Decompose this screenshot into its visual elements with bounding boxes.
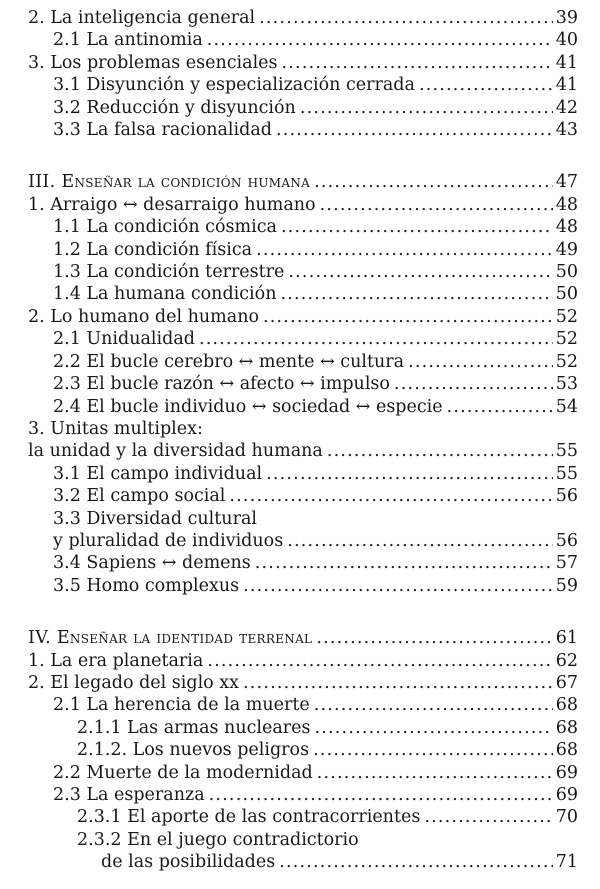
toc-row [28, 672, 578, 694]
dot-leader [259, 7, 553, 29]
toc-entry-label: 1. Arraigo ↔ desarraigo humano [28, 194, 316, 215]
toc-entry-label: 2.1 La herencia de la muerte [53, 695, 310, 716]
toc-entry-label: IV. Enseñar la identidad terrenal [28, 628, 313, 649]
toc-entry-label: 3.1 El campo individual [53, 463, 263, 484]
toc-entry-label: 3.3 La falsa racionalidad [53, 120, 272, 141]
toc-page-number: 56 [555, 530, 578, 551]
toc-entry-label: 2.1.1 Las armas nucleares [77, 717, 311, 738]
toc-page-number: 52 [555, 351, 578, 372]
toc-entry-label: 2.3 La esperanza [53, 785, 205, 805]
dot-leader [317, 762, 553, 784]
toc-row [28, 216, 578, 238]
toc-page-number: 61 [555, 628, 578, 649]
dot-leader [419, 74, 553, 96]
dot-leader [255, 552, 553, 574]
dot-leader [276, 119, 553, 141]
dot-leader [288, 261, 552, 283]
toc-page-number: 69 [555, 762, 578, 783]
toc-row [28, 508, 578, 530]
toc-entry-label: 3.4 Sapiens ↔ demens [53, 553, 251, 574]
toc-page-number: 41 [555, 52, 578, 73]
toc-entry-label: 2.1 Unidualidad [53, 329, 195, 350]
dot-leader [256, 239, 553, 261]
toc-page-number: 68 [555, 740, 578, 761]
toc-entry-label: 3.3 Diversidad cultural [53, 508, 257, 529]
dot-leader [279, 851, 553, 873]
toc-entry-label: 2. El legado del siglo xx [28, 672, 240, 693]
dot-leader [314, 171, 553, 193]
toc-row [28, 306, 578, 328]
toc-row [28, 74, 578, 96]
toc-entry-label: III. Enseñar la condición humana [28, 172, 311, 193]
dot-leader [209, 784, 553, 806]
toc-row [28, 396, 578, 418]
dot-leader [408, 351, 553, 373]
dot-leader [207, 29, 553, 51]
toc-entry-label: 2. Lo humano del humano [28, 306, 260, 327]
toc-row [28, 440, 578, 462]
toc-page-number: 50 [555, 262, 578, 283]
toc-section-heading-row [28, 627, 578, 649]
toc-page-number: 49 [555, 239, 578, 260]
toc-entry-label: 2.3 El bucle razón ↔ afecto ↔ impulso [53, 374, 390, 395]
toc-row [28, 530, 578, 552]
toc-page-number: 67 [555, 672, 578, 693]
toc-section-heading-row [28, 171, 578, 193]
toc-entry-label: 3.2 El campo social [53, 486, 226, 507]
dot-leader [280, 283, 552, 305]
toc-row [28, 29, 578, 51]
toc-page-number: 68 [555, 695, 578, 716]
toc-page-number: 55 [555, 463, 578, 484]
toc-row [28, 261, 578, 283]
toc-page-number: 62 [555, 650, 578, 671]
toc-page-number: 48 [555, 194, 578, 215]
toc-entry-label: 1.2 La condición física [53, 239, 253, 260]
toc-entry-label: y pluralidad de individuos [53, 530, 284, 551]
toc-entry-label: 2.1 La antinomia [53, 30, 203, 51]
dot-leader [263, 306, 553, 328]
toc-entry-label: 2.2 Muerte de la modernidad [53, 762, 313, 783]
toc-page-number: 52 [555, 306, 578, 327]
toc-entry-label: 2. La inteligencia general [28, 8, 256, 28]
dot-leader [266, 463, 553, 485]
toc-entry-label: la unidad y la diversidad humana [28, 441, 323, 462]
toc-row [28, 739, 578, 761]
toc-row [28, 373, 578, 395]
toc-entry-label: 3. Los problemas esenciales [28, 52, 278, 73]
toc-page-number: 41 [555, 75, 578, 96]
toc-page-number: 43 [555, 120, 578, 141]
toc-row [28, 52, 578, 74]
toc-row [28, 552, 578, 574]
toc-row [28, 485, 578, 507]
toc-row [28, 418, 578, 440]
dot-leader [199, 328, 553, 350]
toc-page-number: 47 [555, 172, 578, 193]
toc-row [28, 784, 578, 806]
toc-page-number: 68 [555, 717, 578, 738]
toc-page-number: 42 [555, 97, 578, 118]
toc-page-number: 39 [555, 8, 578, 28]
toc-entry-label: 2.2 El bucle cerebro ↔ mente ↔ cultura [53, 351, 405, 372]
toc-page-number: 53 [555, 374, 578, 395]
toc-page-number: 59 [555, 575, 578, 596]
dot-leader [424, 806, 552, 828]
toc-row [28, 694, 578, 716]
toc-entry-label: 1.4 La humana condición [53, 284, 277, 305]
toc-page-number: 57 [555, 553, 578, 574]
toc-page-number: 50 [555, 284, 578, 305]
dot-leader [229, 485, 552, 507]
toc-entry-label: 2.1.2. Los nuevos peligros [77, 740, 310, 761]
dot-leader [287, 530, 553, 552]
toc-row [28, 851, 578, 873]
toc-entry-label: 2.4 El bucle individuo ↔ sociedad ↔ especie [53, 396, 443, 417]
toc-entry-label: 3.5 Homo complexus [53, 575, 240, 596]
toc-entry-label: 3.1 Disyunción y especialización cerrada [53, 75, 415, 96]
toc-entry-label: 1.1 La condición cósmica [53, 217, 277, 238]
toc-row [28, 7, 578, 29]
toc-entry-label: 3. Unitas multiplex: [28, 418, 203, 439]
dot-leader [327, 440, 553, 462]
dot-leader [243, 575, 553, 597]
toc-row [28, 119, 578, 141]
dot-leader [313, 739, 553, 761]
toc-row [28, 806, 578, 828]
dot-leader [282, 52, 553, 74]
toc-row [28, 239, 578, 261]
toc-list [28, 7, 578, 874]
toc-entry-label: 2.3.1 El aporte de las contracorrientes [77, 807, 421, 828]
dot-leader [320, 194, 553, 216]
toc-entry-label: 2.3.2 En el juego contradictorio [77, 829, 359, 850]
toc-row [28, 762, 578, 784]
dot-leader [207, 650, 552, 672]
dot-leader [243, 672, 553, 694]
toc-page-number: 69 [555, 785, 578, 805]
toc-row [28, 194, 578, 216]
toc-page-number: 56 [555, 486, 578, 507]
toc-row [28, 717, 578, 739]
toc-page-number: 40 [555, 30, 578, 51]
toc-row [28, 283, 578, 305]
dot-leader [447, 396, 553, 418]
toc-row [28, 463, 578, 485]
dot-leader [300, 97, 553, 119]
toc-entry-label: 3.2 Reducción y disyunción [53, 97, 296, 118]
toc-page-number: 54 [555, 396, 578, 417]
dot-leader [394, 373, 553, 395]
toc-row [28, 351, 578, 373]
toc-row [28, 829, 578, 851]
toc-page-number: 71 [555, 852, 578, 873]
toc-entry-label: de las posibilidades [101, 852, 276, 873]
toc-row [28, 97, 578, 119]
toc-entry-label: 1. La era planetaria [28, 650, 204, 671]
toc-row [28, 575, 578, 597]
dot-leader [281, 216, 553, 238]
toc-page-number: 70 [555, 807, 578, 828]
toc-row [28, 650, 578, 672]
toc-row [28, 328, 578, 350]
toc-page-number: 55 [555, 441, 578, 462]
dot-leader [315, 717, 553, 739]
dot-leader [316, 627, 552, 649]
toc-entry-label: 1.3 La condición terrestre [53, 262, 285, 283]
toc-page-number: 52 [555, 329, 578, 350]
dot-leader [314, 694, 553, 716]
toc-page-number: 48 [555, 217, 578, 238]
